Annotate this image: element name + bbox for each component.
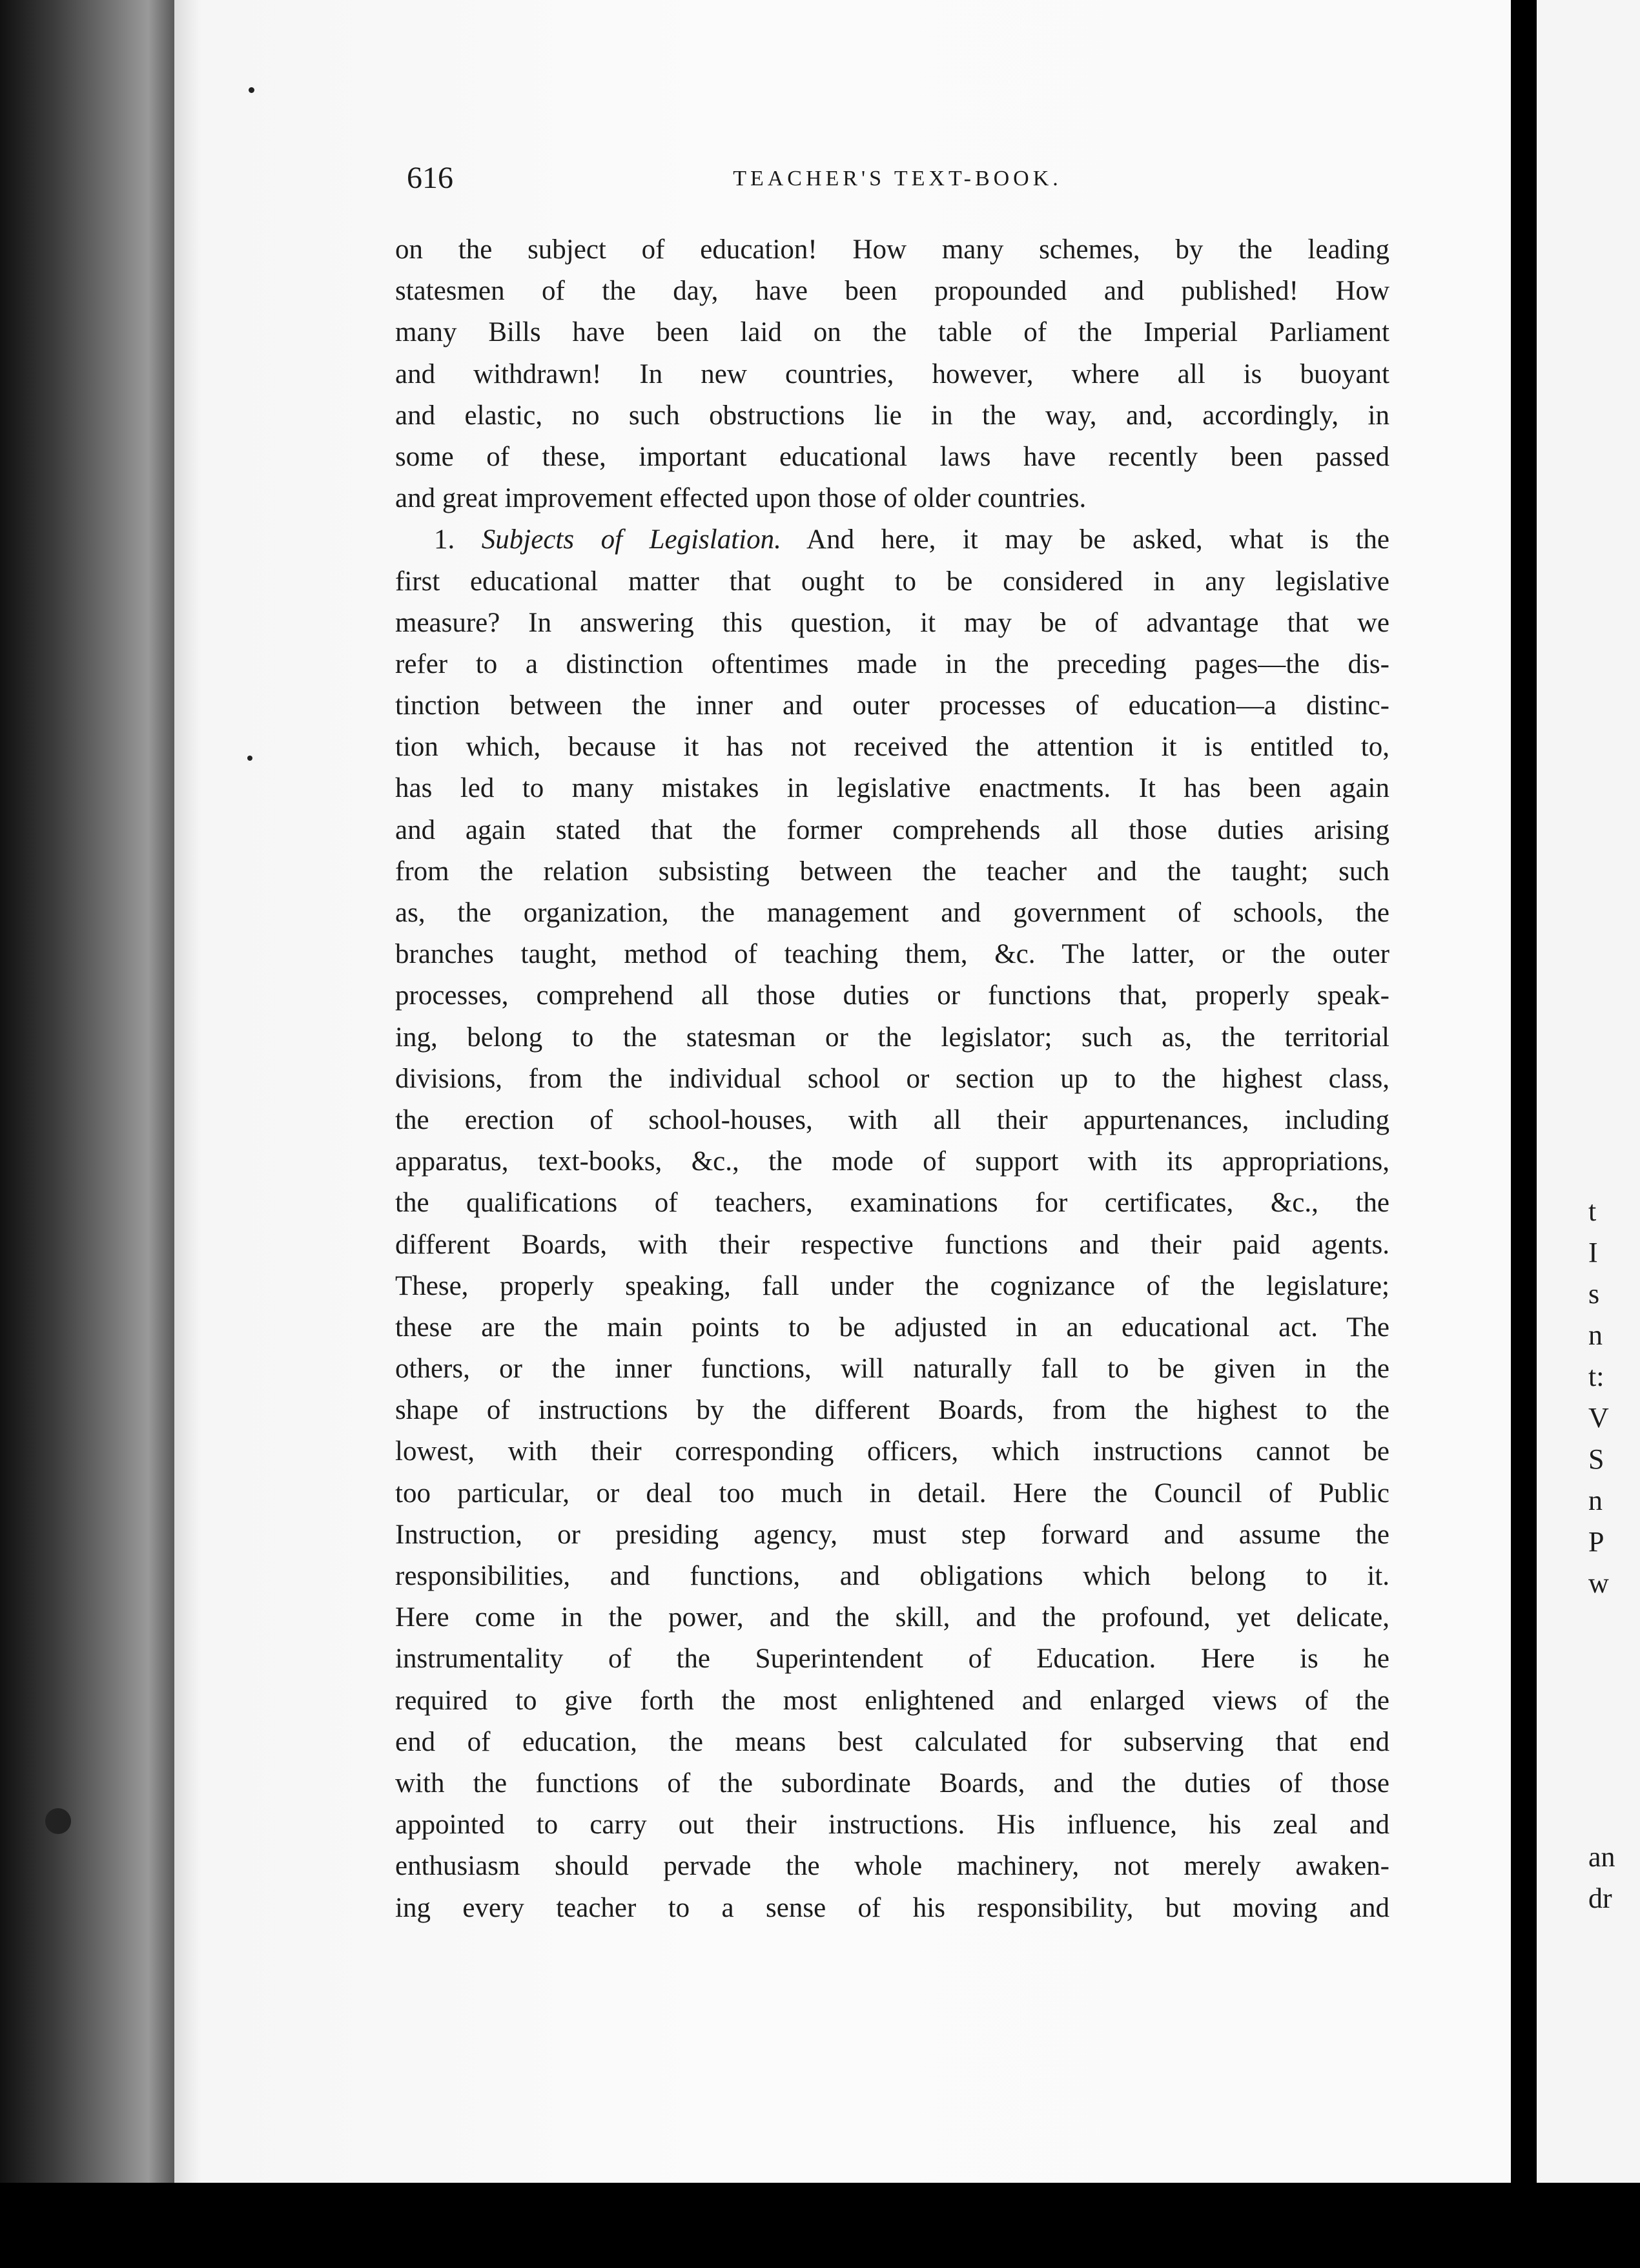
next-page-fragment: w bbox=[1588, 1567, 1609, 1599]
next-page-fragment: dr bbox=[1588, 1882, 1612, 1914]
next-page-fragment: V bbox=[1588, 1402, 1609, 1434]
next-page-fragment: I bbox=[1588, 1237, 1598, 1268]
text-line: appointed to carry out their instructions. His influence, his zeal and bbox=[395, 1809, 1389, 1840]
text-line: branches taught, method of teaching them, &c. The latter, or the outer bbox=[395, 939, 1389, 970]
scan-speck bbox=[249, 87, 254, 93]
page-header bbox=[407, 160, 1388, 199]
next-page-fragment: t bbox=[1588, 1195, 1597, 1227]
text-line: end of education, the means best calculated for subserving that end bbox=[395, 1726, 1389, 1757]
running-title: TEACHER'S TEXT-BOOK. bbox=[733, 167, 1062, 191]
text-line: Here come in the power, and the skill, and the profound, yet delicate, bbox=[395, 1602, 1389, 1633]
text-line: refer to a distinction oftentimes made in the preceding pages—the dis- bbox=[395, 648, 1389, 679]
section-title: Subjects of Legislation. bbox=[481, 524, 781, 555]
text-line: some of these, important educational laws have recently been passed bbox=[395, 441, 1389, 472]
scan-speck bbox=[45, 1808, 71, 1834]
section-paragraph bbox=[395, 561, 1389, 1929]
text-line: shape of instructions by the different Boards, from the highest to the bbox=[395, 1395, 1389, 1426]
text-line: ing every teacher to a sense of his responsibility, but moving and bbox=[395, 1892, 1389, 1923]
section-first-line-text: And here, it may be asked, what is the bbox=[806, 524, 1389, 555]
text-line: tion which, because it has not received the attention it is entitled to, bbox=[395, 732, 1389, 763]
page-number: 616 bbox=[407, 161, 453, 195]
text-line: These, properly speaking, fall under the cognizance of the legislature; bbox=[395, 1270, 1389, 1301]
next-page-fragment: t: bbox=[1588, 1361, 1604, 1392]
next-page-fragment: n bbox=[1588, 1485, 1603, 1516]
next-page-fragment: n bbox=[1588, 1319, 1603, 1351]
scan-bottom-border bbox=[0, 2183, 1640, 2268]
next-page-fragment: an bbox=[1588, 1841, 1615, 1873]
text-line: and again stated that the former comprehends all those duties arising bbox=[395, 814, 1389, 845]
text-line: enthusiasm should pervade the whole machinery, not merely awaken- bbox=[395, 1851, 1389, 1882]
text-line: the qualifications of teachers, examinations for certificates, &c., the bbox=[395, 1188, 1389, 1219]
text-line: with the functions of the subordinate Boards, and the duties of those bbox=[395, 1768, 1389, 1799]
text-line: lowest, with their corresponding officers, which instructions cannot be bbox=[395, 1436, 1389, 1467]
text-line: tinction between the inner and outer processes of education—a distinc- bbox=[395, 690, 1389, 721]
text-line: statesmen of the day, have been propounded and published! How bbox=[395, 276, 1389, 307]
text-line: and great improvement effected upon those of older countries. bbox=[395, 483, 1087, 514]
text-line: divisions, from the individual school or section up to the highest class, bbox=[395, 1063, 1389, 1094]
text-line: these are the main points to be adjusted in an educational act. The bbox=[395, 1312, 1389, 1343]
text-line: and elastic, no such obstructions lie in the way, and, accordingly, in bbox=[395, 400, 1389, 431]
text-line: ing, belong to the statesman or the legislator; such as, the territorial bbox=[395, 1022, 1389, 1053]
next-page-fragment: P bbox=[1588, 1526, 1604, 1558]
book-spine-edge bbox=[0, 0, 174, 2183]
text-line: instrumentality of the Superintendent of Education. Here is he bbox=[395, 1644, 1389, 1675]
body-text bbox=[395, 229, 1389, 1929]
text-line: Instruction, or presiding agency, must step forward and assume the bbox=[395, 1519, 1389, 1550]
text-line: from the relation subsisting between the teacher and the taught; such bbox=[395, 856, 1389, 887]
section-number: 1. bbox=[434, 524, 455, 555]
text-line: apparatus, text-books, &c., the mode of support with its appropriations, bbox=[395, 1146, 1389, 1177]
text-line: first educational matter that ought to be considered in any legislative bbox=[395, 566, 1389, 597]
text-line: the erection of school-houses, with all their appurtenances, including bbox=[395, 1104, 1389, 1135]
text-line: and withdrawn! In new countries, however, where all is buoyant bbox=[395, 358, 1389, 389]
section-heading-line bbox=[395, 519, 1389, 561]
scan-speck bbox=[247, 756, 252, 761]
text-line: different Boards, with their respective functions and their paid agents. bbox=[395, 1229, 1389, 1260]
text-line: required to give forth the most enlightened and enlarged views of the bbox=[395, 1685, 1389, 1716]
text-line: responsibilities, and functions, and obligations which belong to it. bbox=[395, 1561, 1389, 1591]
text-line: measure? In answering this question, it may be of advantage that we bbox=[395, 607, 1389, 638]
text-line: too particular, or deal too much in detail. Here the Council of Public bbox=[395, 1478, 1389, 1509]
text-line: processes, comprehend all those duties or functions that, properly speak- bbox=[395, 980, 1389, 1011]
paragraph-continued bbox=[395, 229, 1389, 519]
text-line: on the subject of education! How many schemes, by the leading bbox=[395, 234, 1389, 265]
text-line: has led to many mistakes in legislative enactments. It has been again bbox=[395, 773, 1389, 804]
text-line: many Bills have been laid on the table of the Imperial Parliament bbox=[395, 317, 1389, 348]
next-page-fragment: S bbox=[1588, 1443, 1604, 1475]
next-page-fragment: s bbox=[1588, 1278, 1600, 1310]
page-gutter-shadow bbox=[1511, 0, 1537, 2183]
text-line: as, the organization, the management and government of schools, the bbox=[395, 898, 1389, 928]
text-line: others, or the inner functions, will naturally fall to be given in the bbox=[395, 1354, 1389, 1385]
